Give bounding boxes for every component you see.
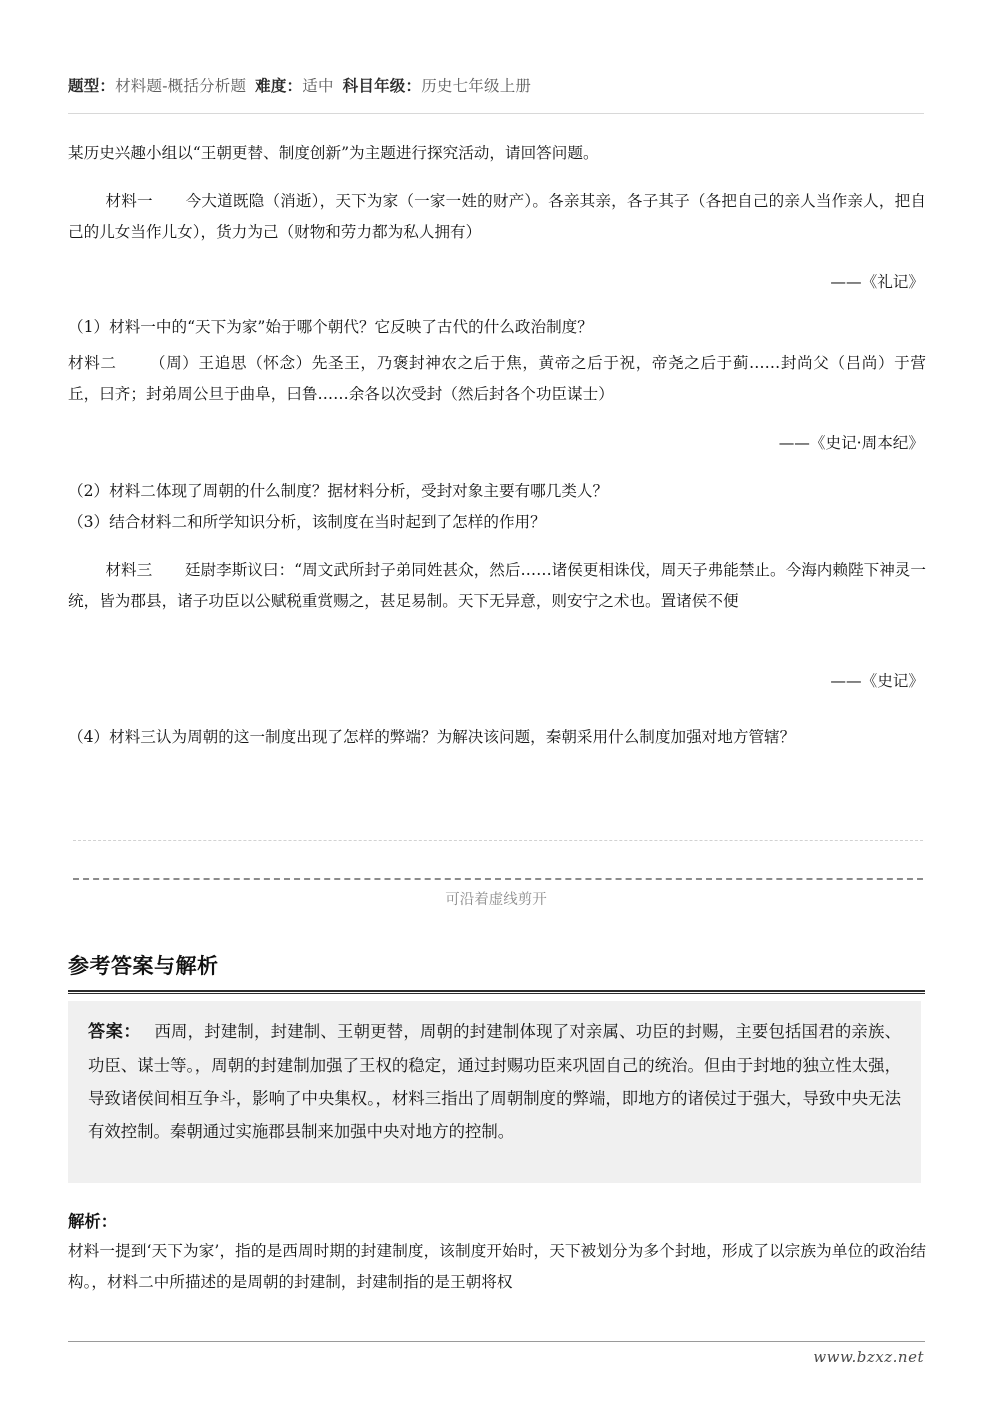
cut-instruction-text: 可沿着虚线剪开 [445, 892, 547, 908]
subject-grade-value: 历史七年级上册 [421, 77, 532, 95]
material-one-block [68, 186, 926, 248]
question-type-label: 题型： [68, 76, 116, 95]
analysis-text: 材料一提到‘天下为家’，指的是西周时期的封建制度，该制度开始时，天下被划分为多个封地，形成了以宗族为单位的政治结构。，材料二中所描述的是周朝的封建制，封建制指的是王朝将权 [68, 1242, 926, 1291]
material-three-block [68, 555, 926, 617]
material-two-label: 材料二 [68, 354, 117, 372]
subject-grade-label: 科目年级： [342, 76, 422, 95]
question-intro: 某历史兴趣小组以“王朝更替、制度创新”为主题进行探究活动，请回答问题。 [68, 144, 599, 162]
material-three-text: 廷尉李斯议曰：“周文武所封子弟同姓甚众，然后……诸侯更相诛伐，周天子弗能禁止。今海内赖陛下神灵一统，皆为郡县，诸子功臣以公赋税重赏赐之，甚足易制。天下无异意，则安宁之术也。置诸侯不便 [68, 561, 926, 610]
answer-text: 西周，封建制，封建制、王朝更替，周朝的封建制体现了对亲属、功臣的封赐，主要包括国君的亲族、功臣、谋士等。，周朝的封建制加强了王权的稳定，通过封赐功臣来巩固自己的统治。但由于封地的独立性太强，导致诸侯间相互争斗，影响了中央集权。，材料三指出了周朝制度的弊端，即地方的诸侯过于强大，导致中央无法有效控制。秦朝通过实施郡县制来加强中央对地方的控制。 [88, 1022, 902, 1141]
analysis-heading: 解析： [68, 1212, 118, 1231]
answer-label: 答案： [88, 1022, 142, 1042]
difficulty-value: 适中 [302, 77, 334, 95]
answer-section-divider [68, 990, 925, 994]
question-1: （1）材料一中的“天下为家”始于哪个朝代？它反映了古代的什么政治制度？ [68, 318, 593, 336]
material-one-label: 材料一 [105, 192, 153, 210]
material-two-block [68, 348, 926, 410]
question-2: （2）材料二体现了周朝的什么制度？据材料分析，受封对象主要有哪几类人？ [68, 482, 609, 500]
footer-divider [68, 1341, 925, 1342]
footer-watermark-url: www.bzxz.net [813, 1348, 924, 1366]
difficulty-label: 难度： [255, 76, 303, 95]
material-two-source: ——《史记·周本纪》 [778, 434, 924, 452]
question-3: （3）结合材料二和所学知识分析，该制度在当时起到了怎样的作用？ [68, 513, 546, 531]
material-three-label: 材料三 [105, 561, 153, 579]
material-two-text: （周）王追思（怀念）先圣王，乃褒封神农之后于焦，黄帝之后于祝，帝尧之后于蓟……封尚父（吕尚）于营丘，曰齐；封弟周公旦于曲阜，曰鲁……余各以次受封（然后封各个功臣谋士） [68, 354, 926, 403]
question-type-value: 材料题-概括分析题 [115, 77, 247, 95]
material-one-source: ——《礼记》 [830, 273, 924, 291]
answer-section-heading: 参考答案与解析 [68, 953, 219, 978]
question-4: （4）材料三认为周朝的这一制度出现了怎样的弊端？为解决该问题，秦朝采用什么制度加强对地方管辖？ [68, 728, 796, 746]
material-three-source: ——《史记》 [830, 672, 924, 690]
header-divider [68, 113, 924, 114]
answer-box [68, 1001, 921, 1183]
cut-dashed-line-bottom [73, 878, 923, 880]
question-meta-header [68, 75, 924, 97]
material-one-text: 今大道既隐（消逝），天下为家（一家一姓的财产）。各亲其亲，各子其子（各把自己的亲人当作亲人，把自己的儿女当作儿女），货力为己（财物和劳力都为私人拥有） [68, 192, 926, 241]
cut-dashed-line-top [73, 840, 923, 841]
